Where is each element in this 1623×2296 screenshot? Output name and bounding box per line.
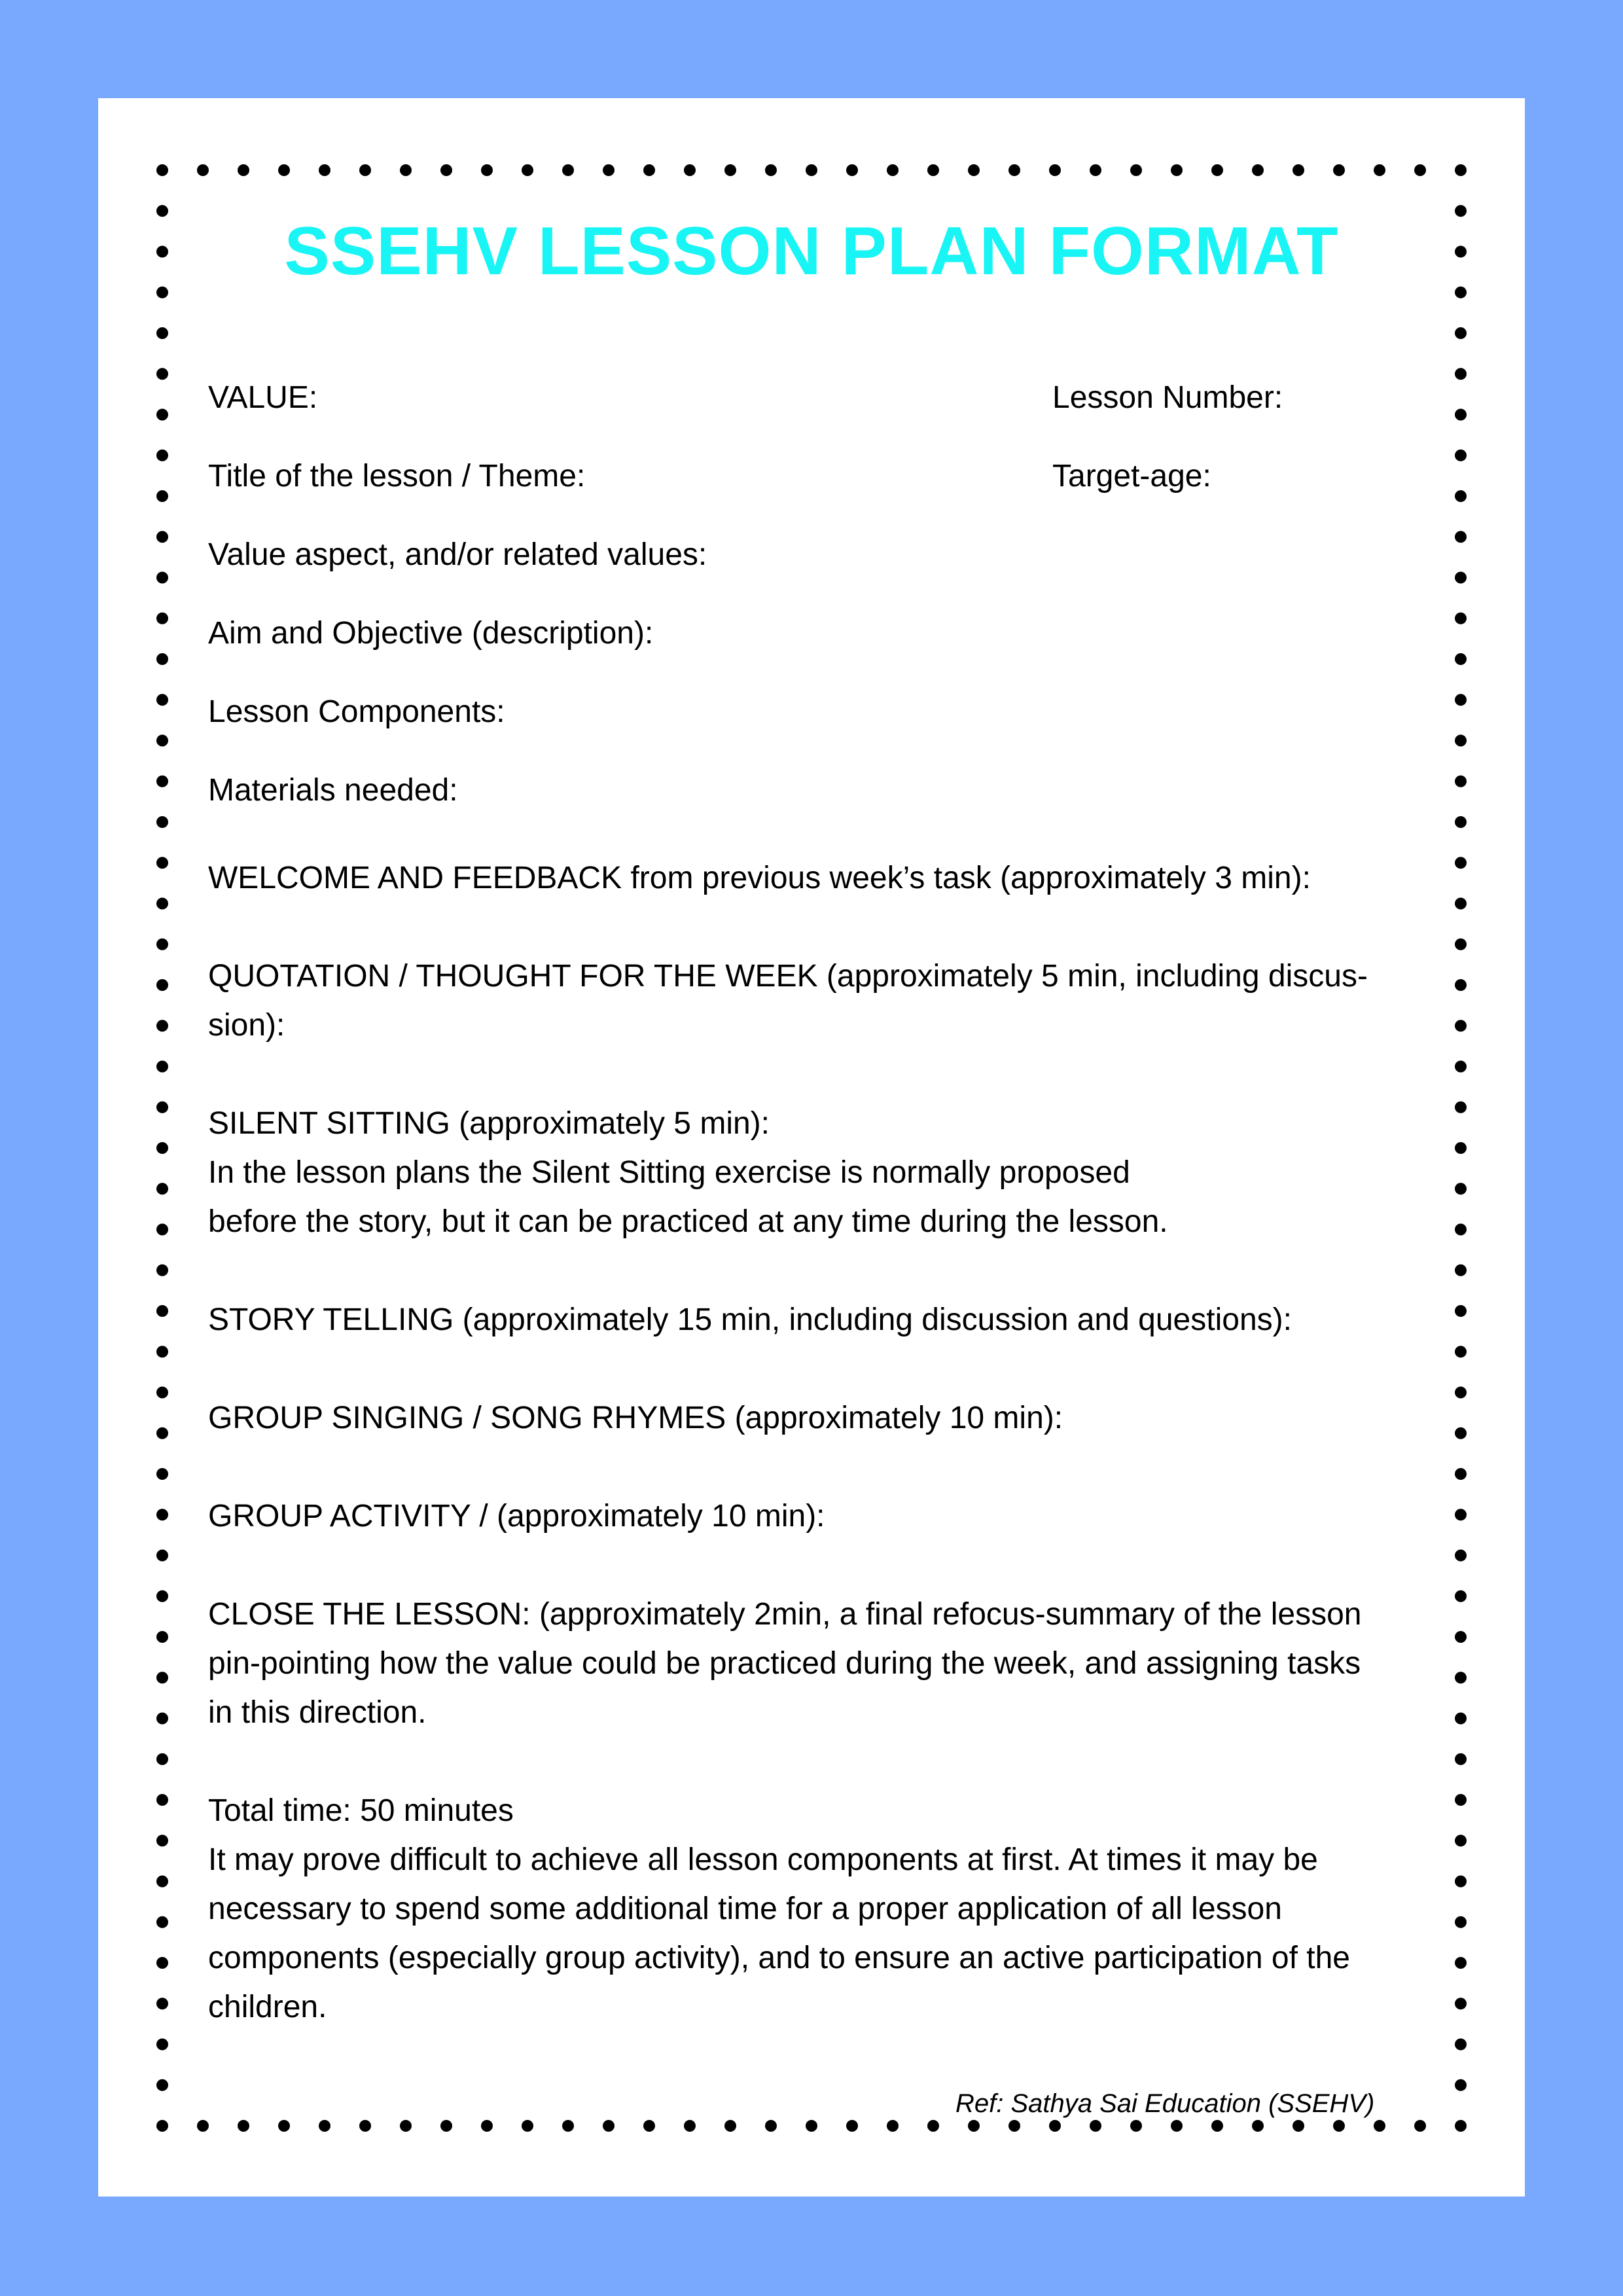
close-lesson-line3: in this direction. — [208, 1695, 427, 1730]
value-aspect-label: Value aspect, and/or related values: — [208, 537, 707, 572]
silent-sitting-heading: SILENT SITTING (approximately 5 min): — [208, 1106, 770, 1141]
quotation-section-line2: sion): — [208, 1008, 285, 1043]
silent-sitting-line1: In the lesson plans the Silent Sitting exercise is normally proposed — [208, 1155, 1130, 1190]
lesson-components-label: Lesson Components: — [208, 694, 505, 729]
note-line1: It may prove difficult to achieve all lesson components at first. At times it may be — [208, 1842, 1318, 1877]
close-lesson-line2: pin-pointing how the value could be practiced during the week, and assigning tasks — [208, 1646, 1361, 1681]
reference-note: Ref: Sathya Sai Education (SSEHV) — [955, 2089, 1375, 2118]
lesson-number-label: Lesson Number: — [1052, 380, 1283, 415]
total-time: Total time: 50 minutes — [208, 1793, 514, 1828]
aim-objective-label: Aim and Objective (description): — [208, 616, 654, 651]
page-title: SSEHV LESSON PLAN FORMAT — [284, 213, 1339, 289]
target-age-label: Target-age: — [1052, 459, 1211, 493]
title-theme-label: Title of the lesson / Theme: — [208, 459, 586, 493]
value-label: VALUE: — [208, 380, 318, 415]
note-line4: children. — [208, 1990, 327, 2024]
note-line2: necessary to spend some additional time for a proper application of all lesson — [208, 1892, 1282, 1926]
group-activity-section: GROUP ACTIVITY / (approximately 10 min): — [208, 1499, 825, 1534]
quotation-section-line1: QUOTATION / THOUGHT FOR THE WEEK (approximately 5 min, including discus- — [208, 959, 1368, 994]
materials-needed-label: Materials needed: — [208, 773, 458, 808]
story-telling-section: STORY TELLING (approximately 15 min, including discussion and questions): — [208, 1302, 1292, 1337]
close-lesson-line1: CLOSE THE LESSON: (approximately 2min, a final refocus-summary of the lesson — [208, 1597, 1362, 1632]
group-singing-section: GROUP SINGING / SONG RHYMES (approximately 10 min): — [208, 1401, 1063, 1435]
note-line3: components (especially group activity), and to ensure an active participation of the — [208, 1941, 1350, 1975]
welcome-section: WELCOME AND FEEDBACK from previous week’s task (approximately 3 min): — [208, 861, 1311, 895]
silent-sitting-line2: before the story, but it can be practiced at any time during the lesson. — [208, 1204, 1168, 1239]
